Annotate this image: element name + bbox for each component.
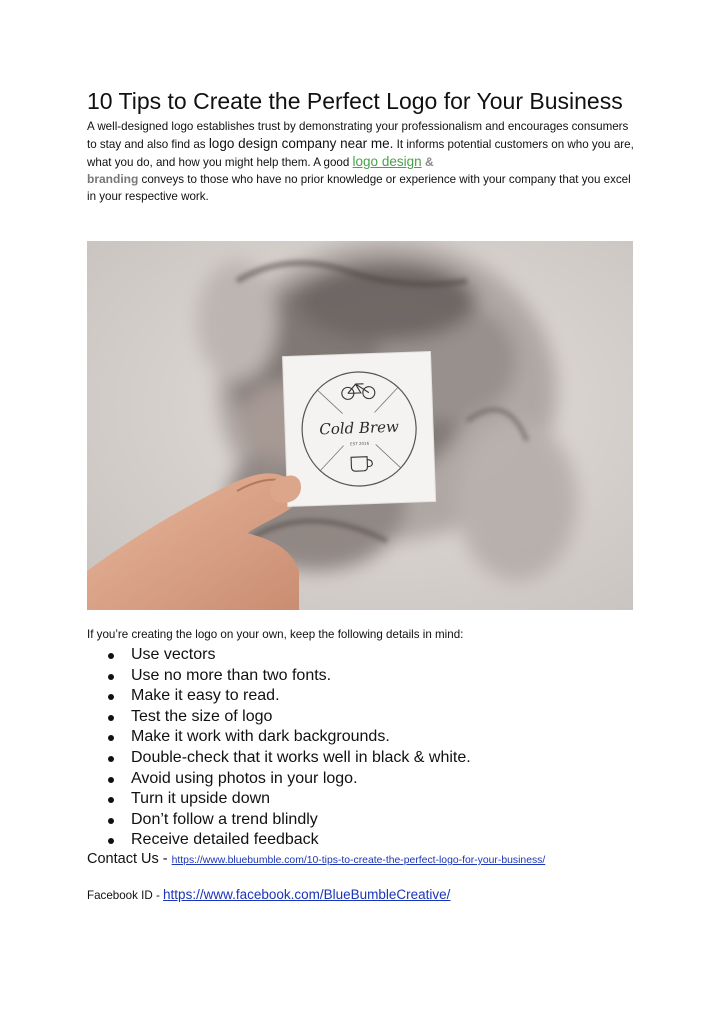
bullet-icon xyxy=(108,797,114,803)
list-item: Make it easy to read. xyxy=(87,686,627,707)
list-item: Avoid using photos in your logo. xyxy=(87,769,627,790)
bullet-icon xyxy=(108,777,114,783)
bullet-icon xyxy=(108,674,114,680)
intro-ampersand: & xyxy=(421,155,434,169)
list-item: Test the size of logo xyxy=(87,707,627,728)
bullet-icon xyxy=(108,756,114,762)
bullet-icon xyxy=(108,715,114,721)
bullet-icon xyxy=(108,653,114,659)
branding-text: branding xyxy=(87,172,139,186)
facebook-link[interactable]: https://www.facebook.com/BlueBumbleCreative/ xyxy=(163,887,451,902)
list-item: Make it work with dark backgrounds. xyxy=(87,727,627,748)
logo-design-link[interactable]: logo design xyxy=(352,154,422,169)
tips-lead: If you’re creating the logo on your own, keep the following details in mind: xyxy=(87,628,464,641)
contact-line xyxy=(87,851,545,867)
intro-text-3: conveys to those who have no prior knowledge or experience with your company that you excel in your respective work. xyxy=(87,173,631,203)
bullet-icon xyxy=(108,735,114,741)
hero-photo xyxy=(87,241,633,610)
bullet-icon xyxy=(108,818,114,824)
contact-label: Contact Us - xyxy=(87,851,172,867)
tips-list xyxy=(87,645,627,851)
list-item: Use no more than two fonts. xyxy=(87,666,627,687)
intro-highlight: logo design company near me. xyxy=(208,136,394,151)
logo-wordmark: Cold Brew xyxy=(318,417,400,439)
intro-text-2: It informs potential customers on who you are, what you do, and how you might help them. A good xyxy=(87,138,634,169)
bullet-icon xyxy=(108,838,114,844)
page-title: 10 Tips to Create the Perfect Logo for Your Business xyxy=(87,88,623,114)
bullet-icon xyxy=(108,694,114,700)
intro-text-1: A well-designed logo establishes trust by demonstrating your professionalism and encourages consumers to stay and also find as xyxy=(87,120,629,151)
list-item: Double-check that it works well in black & white. xyxy=(87,748,627,769)
facebook-label: Facebook ID - xyxy=(87,889,164,902)
list-item: Don’t follow a trend blindly xyxy=(87,810,627,831)
contact-link[interactable]: https://www.bluebumble.com/10-tips-to-create-the-perfect-logo-for-your-business/ xyxy=(171,855,546,866)
logo-tagline: EST 2016 xyxy=(350,440,370,447)
list-item: Use vectors xyxy=(87,645,627,666)
list-item: Receive detailed feedback xyxy=(87,830,627,851)
list-item: Turn it upside down xyxy=(87,789,627,810)
facebook-line xyxy=(87,887,450,902)
article xyxy=(87,88,637,205)
intro-paragraph xyxy=(87,118,637,205)
hero-photo-illustration xyxy=(87,241,633,610)
